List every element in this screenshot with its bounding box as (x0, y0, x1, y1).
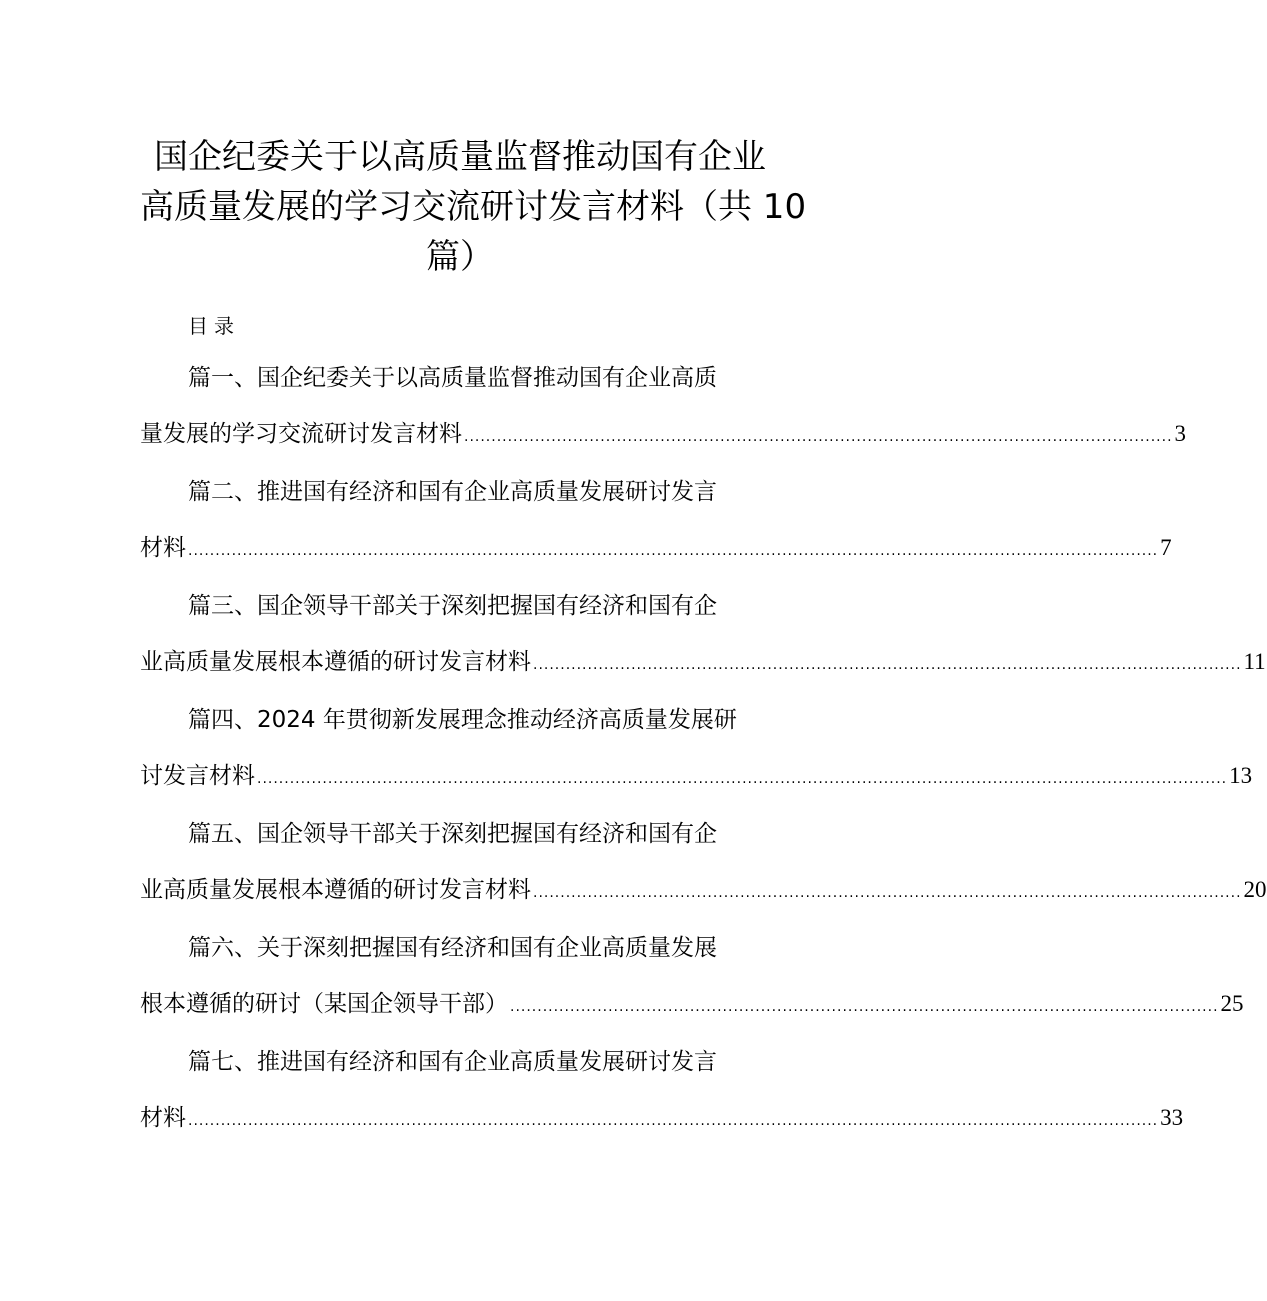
toc-entry-line2 (140, 1098, 1184, 1138)
toc-page-number: 33 (1160, 1105, 1184, 1130)
toc-page-number: 25 (1220, 991, 1244, 1016)
toc-entry-title-cont: 量发展的学习交流研讨发言材料 (140, 421, 462, 447)
toc-entry-line2 (140, 984, 1244, 1024)
toc-entry-title: 篇七、推进国有经济和国有企业高质量发展研讨发言 (188, 1049, 717, 1075)
dot-leader: .................................................................................................................................. (533, 885, 1242, 901)
toc-entry-5[interactable] (140, 814, 1267, 928)
toc-entry-line2 (140, 642, 1266, 682)
toc-page-number: 20 (1243, 877, 1267, 902)
toc-entry-2[interactable] (140, 472, 1172, 586)
toc-entry-line2 (140, 870, 1267, 910)
title-line-2: 高质量发展的学习交流研讨发言材料（共 10 (140, 187, 807, 227)
toc-entry-line2 (140, 528, 1172, 568)
toc-page-number: 3 (1174, 421, 1187, 446)
toc-entry-title-cont: 讨发言材料 (140, 763, 255, 789)
toc-entry-title: 篇六、关于深刻把握国有经济和国有企业高质量发展 (188, 935, 717, 961)
toc-page-number: 11 (1243, 649, 1266, 674)
toc-entry-line2 (140, 756, 1253, 796)
toc-entry-title-cont: 业高质量发展根本遵循的研讨发言材料 (140, 649, 531, 675)
toc-entry-7[interactable] (140, 1042, 1184, 1156)
toc-entry-title: 篇二、推进国有经济和国有企业高质量发展研讨发言 (188, 479, 717, 505)
toc-entry-title-cont: 根本遵循的研讨（某国企领导干部） (140, 991, 508, 1017)
toc-entry-title: 篇五、国企领导干部关于深刻把握国有经济和国有企 (188, 821, 717, 847)
toc-entry-title: 篇四、2024 年贯彻新发展理念推动经济高质量发展研 (188, 707, 737, 733)
title-line-1: 国企纪委关于以高质量监督推动国有企业 (154, 137, 766, 177)
toc-entry-4[interactable] (140, 700, 1253, 814)
toc-entry-title: 篇一、国企纪委关于以高质量监督推动国有企业高质 (188, 365, 717, 391)
table-of-contents (140, 358, 1267, 1156)
toc-entry-6[interactable] (140, 928, 1244, 1042)
toc-entry-1[interactable] (140, 358, 1187, 472)
toc-heading: 目录 (188, 314, 240, 338)
toc-entry-title-cont: 业高质量发展根本遵循的研讨发言材料 (140, 877, 531, 903)
toc-entry-3[interactable] (140, 586, 1266, 700)
toc-page-number: 7 (1160, 535, 1172, 560)
dot-leader: .................................................................................................................................................................................. (257, 771, 1228, 787)
toc-page-number: 13 (1229, 763, 1253, 788)
dot-leader: .................................................................................................................................................................................. (188, 1113, 1159, 1129)
title-line-3: 篇） (426, 237, 494, 277)
toc-entry-title-cont: 材料 (140, 1105, 186, 1131)
toc-entry-line2 (140, 414, 1187, 454)
dot-leader: .................................................................................................................................................................................. (188, 543, 1159, 559)
toc-entry-title: 篇三、国企领导干部关于深刻把握国有经济和国有企 (188, 593, 717, 619)
dot-leader: .................................................................................................................................. (533, 657, 1242, 673)
toc-entry-title-cont: 材料 (140, 535, 186, 561)
dot-leader: .................................................................................................................................. (510, 999, 1219, 1015)
document-title (140, 132, 807, 282)
dot-leader: .................................................................................................................................. (464, 429, 1173, 445)
